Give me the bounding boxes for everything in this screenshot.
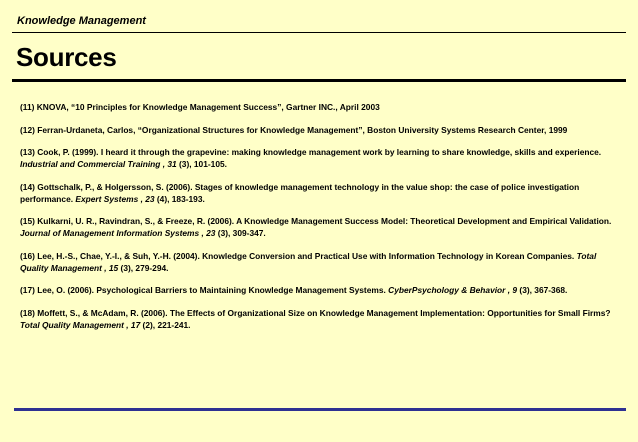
reference-source: CyberPsychology & Behavior , 9 <box>388 285 518 295</box>
reference-item <box>20 307 620 331</box>
reference-text: (13) Cook, P. (1999). I heard it through the grapevine: making knowledge management work by learning to share knowledge, skills and experience. <box>20 147 602 157</box>
reference-text: (12) Ferran-Urdaneta, Carlos, “Organizational Structures for Knowledge Management”, Boston University Systems Research Center, 1999 <box>20 124 568 135</box>
page-title: Sources <box>16 42 117 72</box>
reference-item <box>20 101 620 113</box>
reference-text: (16) Lee, H.-S., Chae, Y.-I., & Suh, Y.-H. (2004). Knowledge Conversion and Practical Use with Information Technology in Korean Companies. <box>20 250 577 261</box>
reference-text: (11) KNOVA, “10 Principles for Knowledge Management Success”, Gartner INC., April 2003 <box>20 102 380 112</box>
reference-details: (3), 279-294. <box>118 262 169 273</box>
reference-text: (18) Moffett, S., & McAdam, R. (2006). The Effects of Organizational Size on Knowledge Management Implementation: Opportunities for Small Firms? <box>20 307 611 318</box>
reference-text: (15) Kulkarni, U. R., Ravindran, S., & Freeze, R. (2006). A Knowledge Management Success Model: Theoretical Development and Empirical Validation. <box>20 216 612 226</box>
bottom-divider <box>14 408 626 411</box>
reference-source: Expert Systems , 23 <box>75 193 155 204</box>
reference-item <box>20 146 620 170</box>
reference-source: Journal of Management Information Systems , 23 <box>20 228 216 238</box>
reference-details: (3), 309-347. <box>215 228 266 238</box>
reference-item <box>20 181 620 205</box>
reference-source: Industrial and Commercial Training , 31 <box>20 159 177 169</box>
reference-details: (3), 367-368. <box>517 285 568 295</box>
reference-item <box>20 250 620 274</box>
reference-source: Total Quality Management , 17 <box>20 319 141 330</box>
reference-details: (4), 183-193. <box>154 193 205 204</box>
reference-item <box>20 124 620 136</box>
reference-details: (3), 101-105. <box>176 159 227 169</box>
reference-list <box>20 101 620 341</box>
reference-text: (17) Lee, O. (2006). Psychological Barriers to Maintaining Knowledge Management Systems. <box>20 285 389 295</box>
title-divider <box>12 79 626 82</box>
top-divider <box>12 32 626 33</box>
reference-item <box>20 284 620 296</box>
reference-details: (2), 221-241. <box>140 319 191 330</box>
reference-text: (14) Gottschalk, P., & Holgersson, S. (2006). Stages of knowledge management technology in the value shop: the case of police investigation performance. <box>20 181 580 204</box>
reference-source: Total Quality Management , 15 <box>20 250 597 273</box>
header-label: Knowledge Management <box>17 15 146 27</box>
reference-item <box>20 215 620 239</box>
